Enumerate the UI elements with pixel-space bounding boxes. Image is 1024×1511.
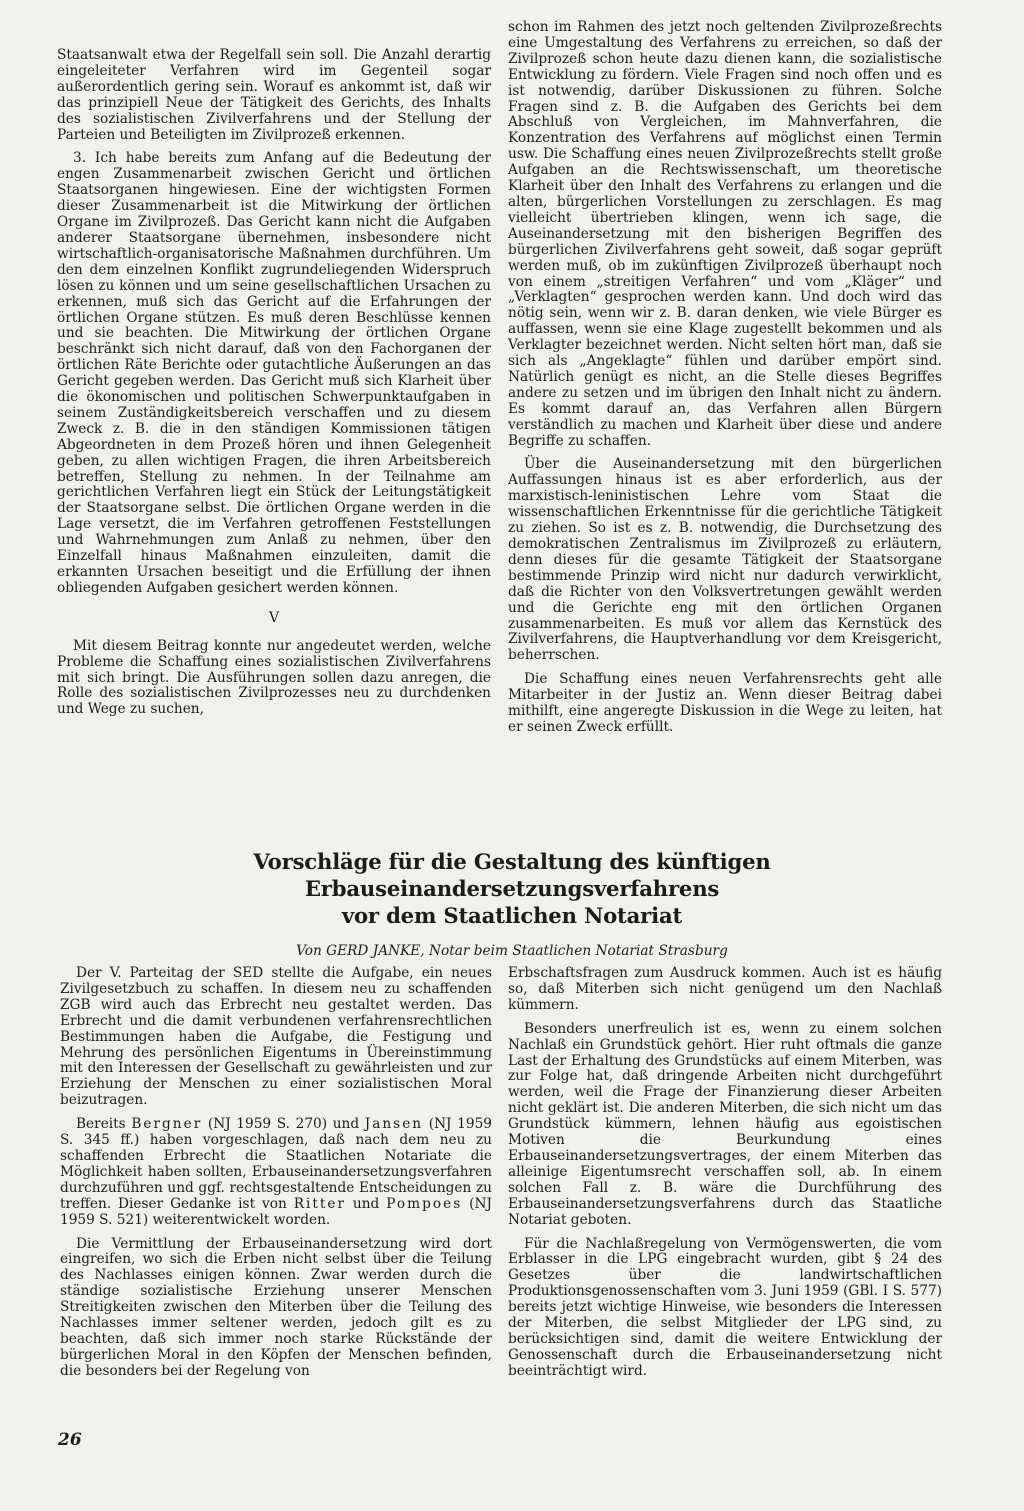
paragraph: Für die Nachlaßregelung von Vermögenswerten, die vom Erblasser in die LPG eingebracht wurden, gibt § 24 des Gesetzes über die landwirtschaftlichen Produktionsgenossenschaften vom 3. Juni 1959 (GBl. I S. 577) bereits jetzt wichtige Hinweise, wie besonders die Interessen der Miterben, die selbst Mitglieder der LPG sind, zu berücksichtigen sind, damit die weitere Entwicklung der Genossenschaft durch die Erbauseinandersetzung nicht beeinträchtigt wird. (508, 1235, 942, 1379)
paragraph: Mit diesem Beitrag konnte nur angedeutet werden, welche Probleme die Schaffung eines sozialistischen Zivilverfahrens mit sich bringt. Die Ausführungen sollen dazu anregen, die Rolle des sozialistischen Zivilprozesses neu zu durchdenken und Wege zu suchen, (57, 637, 491, 718)
paragraph-with-citations: Bereits Bergner (NJ 1959 S. 270) und Jansen (NJ 1959 S. 345 ff.) haben vorgeschlagen, daß nach dem neu zu schaffenden Erbrecht die Staatlichen Notariate die Möglichkeit haben sollten, Erbauseinandersetzungsverfahren durchzuführen und ggf. rechtsgestaltende Entscheidungen zu treffen. Dieser Gedanke ist von Ritter und Pompoes (NJ 1959 S. 521) weiterentwickelt worden. (60, 1116, 492, 1228)
article-title-line-1: Vorschläge für die Gestaltung des künftigen Erbauseinandersetzungsverfahrens (253, 849, 771, 901)
paragraph: Der V. Parteitag der SED stellte die Aufgabe, ein neues Zivilgesetzbuch zu schaffen. In diesem neu zu schaffenden ZGB wird auch das Erbrecht neu gestaltet werden. Das Erbrecht und die damit verbundenen verfahrensrechtlichen Bestimmungen haben die Aufgabe, die Festigung und Mehrung des persönlichen Eigentums in Übereinstimmung mit den Interessen der Gesellschaft zu gewährleisten und zur Erziehung der Menschen zu einer sozialistischen Moral beizutragen. (60, 965, 492, 1109)
article-title-line-2: vor dem Staatlichen Notariat (341, 903, 683, 928)
paragraph: schon im Rahmen des jetzt noch geltenden Zivilprozeßrechts eine Umgestaltung des Verfahrens zu erreichen, so daß der Zivilprozeß schon heute dazu dienen kann, die sozialistische Entwicklung zu fördern. Viele Fragen sind noch offen und es ist notwendig, darüber Diskussionen zu führen. Solche Fragen sind z. B. die Aufgaben des Gerichts bei dem Abschluß von Vergleichen, im Mahnverfahren, die Konzentration des Verfahrens auf möglichst einen Termin usw. Die Schaffung eines neuen Zivilprozeßrechts stellt große Aufgaben an die Rechtswissenschaft, um theoretische Klarheit über den Inhalt des Verfahrens zu erlangen und die alten, bürgerlichen Vorstellungen zu zerschlagen. Es mag vielleicht übertrieben klingen, wenn ich sage, die Auseinandersetzung mit den bisherigen Begriffen des bürgerlichen Zivilverfahrens geht soweit, daß sogar geprüft werden muß, ob im zukünftigen Zivilprozeß überhaupt noch von einem „streitigen Verfahren“ und vom „Kläger“ und „Verklagten“ gesprochen werden kann. Und doch wird das nötig sein, wenn wir z. B. daran denken, wie viele Bürger es auffassen, wenn sie eine Klage zugestellt bekommen und als Verklagter bezeichnet werden. Nicht selten hört man, daß sie sich als „Angeklagte“ fühlen und darüber empört sind. Natürlich genügt es nicht, an die Stelle dieses Begriffes andere zu setzen und im übrigen den Inhalt nicht zu ändern. Es kommt darauf an, das Verfahren allen Bürgern verständlich zu machen und Klarheit über diese und andere Begriffe zu schaffen. (508, 19, 942, 449)
cited-author: Ritter (293, 1195, 347, 1212)
section-number: V (268, 609, 280, 626)
upper-right-column (508, 20, 942, 744)
article-title (60, 848, 964, 929)
article-byline: Von GERD JANKE, Notar beim Staatlichen Notariat Strasburg (296, 943, 728, 959)
article-header (60, 848, 964, 959)
paragraph: Die Schaffung eines neuen Verfahrensrechts geht alle Mitarbeiter in der Justiz an. Wenn dieser Beitrag dabei mithilft, eine angeregte Diskussion in die Wege zu leiten, hat er seinen Zweck erfüllt. (508, 671, 942, 735)
lower-right-column (508, 966, 942, 1388)
paragraph: Über die Auseinandersetzung mit den bürgerlichen Auffassungen hinaus ist es aber erforderlich, aus der marxistisch-leninistischen Lehre vom Staat die wissenschaftlichen Erkenntnisse für die gerichtliche Tätigkeit zu ziehen. So ist es z. B. notwendig, die Durchsetzung des demokratischen Zentralismus im Zivilprozeß zu erläutern, denn dieses für die gesamte Tätigkeit der Staatsorgane bestimmende Prinzip wird nicht nur dadurch verwirklicht, daß die Richter von den Volksvertretungen gewählt werden und die Gerichte eng mit den örtlichen Organen zusammenarbeiten. Es muß vor allem das Kernstück des Zivilverfahrens, die Hauptverhandlung vor dem Kreisgericht, beherrschen. (508, 456, 942, 664)
lower-left-column (60, 966, 492, 1388)
paragraph: Besonders unerfreulich ist es, wenn zu einem solchen Nachlaß ein Grundstück gehört. Hier ruht oftmals die ganze Last der Erhaltung des Grundstücks auf einem Miterben, was zur Folge hat, daß dringende Arbeiten nicht durchgeführt werden, weil die Frage der Finanzierung dieser Arbeiten nicht geklärt ist. Die anderen Miterben, die sich nicht um das Grundstück kümmern, lehnen häufig aus egoistischen Motiven die Beurkundung eines Erbauseinandersetzungsvertrages, der einem Miterben das alleinige Eigentumsrecht verschaffen soll, ab. In einem solchen Fall z. B. wäre die Durchführung des Erbauseinandersetzungsverfahrens durch das Staatliche Notariat geboten. (508, 1020, 942, 1228)
paragraph: Die Vermittlung der Erbauseinandersetzung wird dort eingreifen, wo sich die Erben nicht selbst über die Teilung des Nachlasses einigen können. Zwar werden durch die ständige sozialistische Erziehung unserer Menschen Streitigkeiten zwischen den Miterben über die Teilung des Nachlasses immer seltener werden, jedoch gilt es zu beachten, daß sich immer noch starke Rückstände der bürgerlichen Moral in den Köpfen der Menschen befinden, die besonders bei der Regelung von (60, 1235, 492, 1379)
upper-left-column (57, 48, 491, 726)
cited-author: Pompoes (386, 1195, 463, 1212)
cited-author: Jansen (364, 1116, 424, 1133)
paragraph: Staatsanwalt etwa der Regelfall sein soll. Die Anzahl derartig eingeleiteter Verfahren wird im Gegenteil sogar außerordentlich gering sein. Worauf es ankommt ist, daß wir das prinzipiell Neue der Tätigkeit des Gerichts, des Inhalts des sozialistischen Zivilverfahrens und der Stellung der Parteien und Beteiligten im Zivilprozeß erkennen. (57, 47, 491, 143)
paragraph: 3. Ich habe bereits zum Anfang auf die Bedeutung der engen Zusammenarbeit zwischen Gericht und örtlichen Staatsorganen hingewiesen. Eine der wichtigsten Formen dieser Zusammenarbeit ist die Mitwirkung der örtlichen Organe im Zivilprozeß. Das Gericht kann nicht die Aufgaben anderer Staatsorgane übernehmen, insbesondere nicht wirtschaftlich-organisatorische Maßnahmen durchführen. Um den dem einzelnen Konflikt zugrundeliegenden Widerspruch lösen zu können und um seine gesellschaftlichen Ursachen zu erkennen, muß sich das Gericht auf die Erfahrungen der örtlichen Organe stützen. Es muß deren Beschlüsse kennen und sie beachten. Die Mitwirkung der örtlichen Organe beschränkt sich nicht darauf, daß von den Fachorganen der örtlichen Räte Berichte oder gutachtliche Äußerungen an das Gericht gegeben werden. Das Gericht muß sich Klarheit über die ökonomischen und politischen Schwerpunktaufgaben in seinem Zuständigkeitsbereich verschaffen und zu diesem Zweck z. B. die in den ständigen Kommissionen tätigen Abgeordneten in dem Prozeß hören und ihnen Gelegenheit geben, zu allen wichtigen Fragen, die ihren Arbeitsbereich betreffen, Stellung zu nehmen. In der Teilnahme am gerichtlichen Verfahren liegt ein Stück der Leitungstätigkeit der Staatsorgane selbst. Die örtlichen Organe werden in die Lage versetzt, die im Verfahren getroffenen Feststellungen und Wahrnehmungen zum Anlaß zu nehmen, über den Einzelfall hinaus Maßnahmen einzuleiten, damit die erkannten Ursachen beseitigt und die Erfüllung der ihnen obliegenden Aufgaben gesichert werden können. (57, 150, 491, 596)
page-number: 26 (58, 1430, 82, 1450)
cited-author: Bergner (131, 1116, 203, 1133)
paragraph: Erbschaftsfragen zum Ausdruck kommen. Auch ist es häufig so, daß Miterben sich nicht genügend um den Nachlaß kümmern. (508, 965, 942, 1013)
